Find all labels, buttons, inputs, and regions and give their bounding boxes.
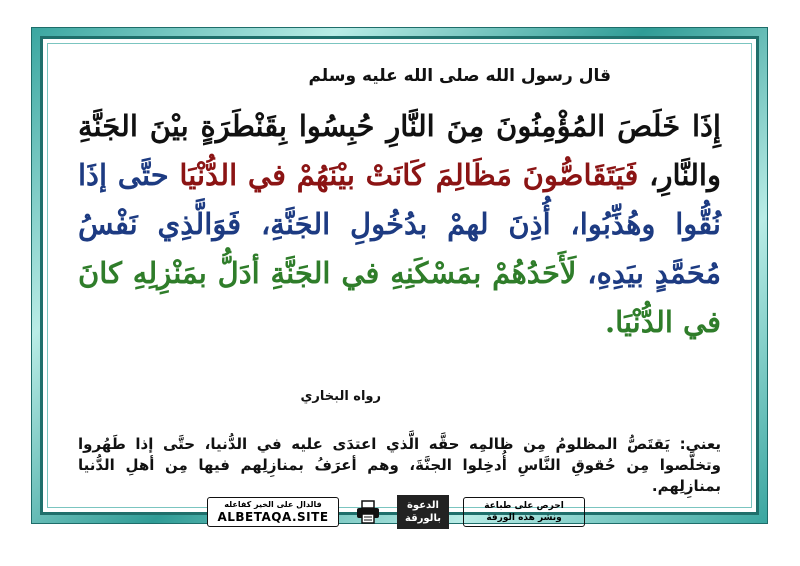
- page-frame: [31, 27, 768, 524]
- print-note: [463, 497, 585, 527]
- explanation: يعني: يَقتَصُّ المظلومُ مِن ظالمِه حقَّه الَّذي اعتدَى عليه في الدُّنيا، حتَّى إذا طَهُروا وتخلَّصوا مِن حُقوقِ النَّاسِ أُدخِلوا الجنَّةَ، وهم أعرَفُ بمنازِلِهم فيها مِن أهلِ الدُّنيا بمنازِلِهم.: [78, 435, 721, 495]
- hadith-part-3: حتَّى إذَا نُقُّوا وهُذِّبُوا، أُذِنَ لهمْ بدُخُولِ الجَنَّةِ، فَوَالَّذِي نَفْسُ مُحَمَّدٍ بيَدِهِ،: [78, 158, 722, 290]
- card-content: [78, 44, 721, 507]
- frame-inner-border: [47, 43, 752, 508]
- site-tagline: فالدال على الخير كفاعله: [224, 500, 322, 509]
- printer-icon: [353, 498, 383, 526]
- hadith-part-2: فَيَتَقَاصُّونَ مَظَالِمَ كَانَتْ بيْنَهُمْ في الدُّنْيَا: [179, 158, 650, 192]
- note-line-1: احرص على طباعة: [484, 501, 564, 511]
- hadith-text: [78, 102, 721, 347]
- site-box: [207, 497, 339, 527]
- logo-line-2: بالورقة: [405, 513, 441, 524]
- hadith-part-4: لَأَحَدُهُمْ بمَسْكَنِهِ في الجَنَّةِ أدَلُّ بمَنْزِلِهِ كانَ في الدُّنْيَا.: [78, 256, 721, 339]
- header-title: قال رسول الله صلى الله عليه وسلم: [308, 66, 611, 86]
- narrator: رواه البخاري: [300, 389, 381, 404]
- note-line-2: ونشر هذه الورقة: [486, 513, 562, 523]
- hadith-part-1: إِذَا خَلَصَ المُؤْمِنُونَ مِنَ النَّارِ حُبِسُوا بِقَنْطَرَةٍ بيْنَ الجَنَّةِ والنَّارِ،: [78, 109, 721, 192]
- frame-border: [40, 36, 759, 515]
- site-link[interactable]: ALBETAQA.SITE: [217, 510, 329, 524]
- logo-line-1: الدعوة: [407, 500, 439, 511]
- dawa-logo: [397, 495, 449, 529]
- footer: [207, 495, 585, 529]
